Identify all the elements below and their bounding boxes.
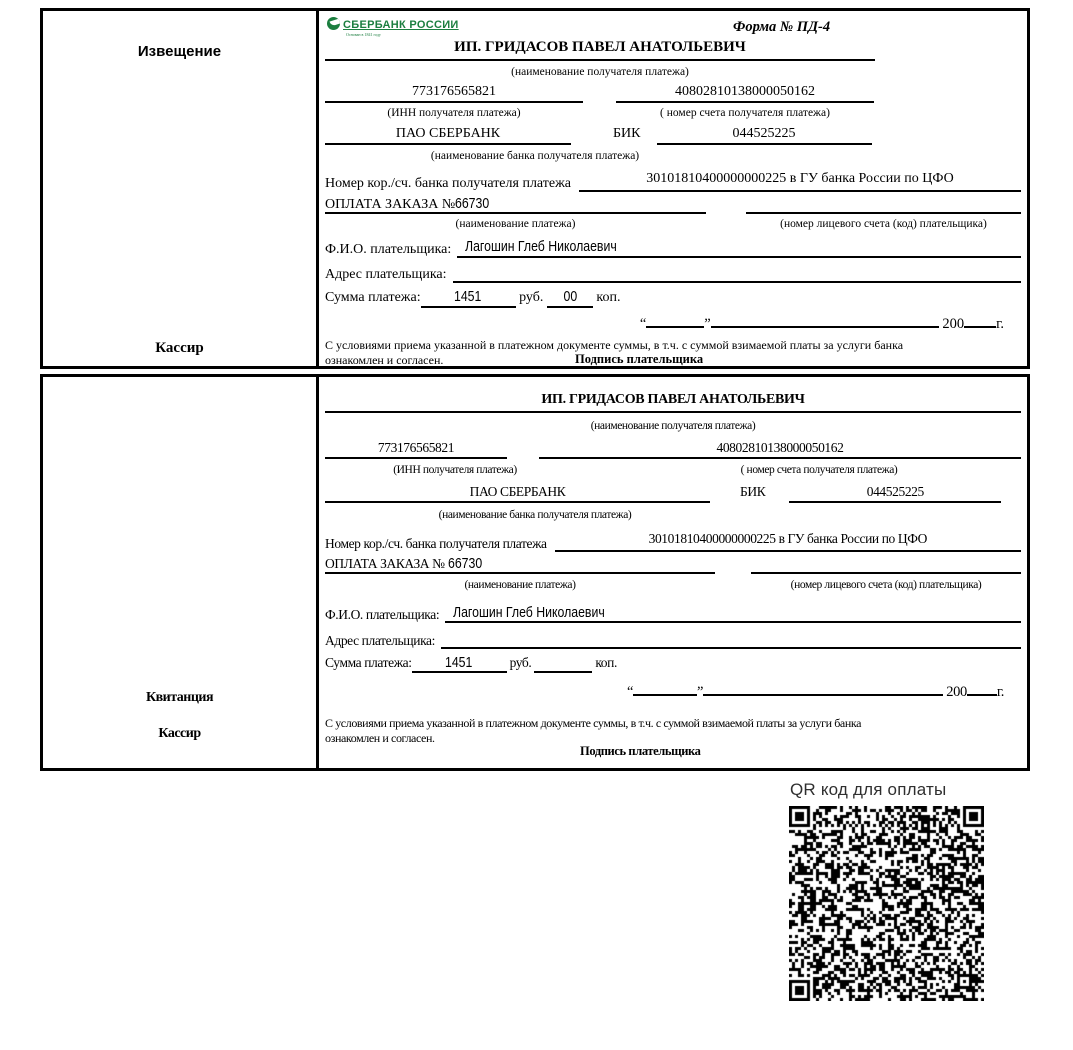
payment-sum-label: Сумма платежа: xyxy=(325,290,421,305)
date-year: 200 xyxy=(942,316,965,332)
receipt-section xyxy=(40,374,1030,771)
cashier-label: Кассир xyxy=(158,726,201,741)
sum-rub-line xyxy=(412,654,507,673)
personal-account-line xyxy=(746,195,1021,214)
notice-section xyxy=(40,8,1030,369)
agreement-line1: С условиями приема указанной в платежном документе суммы, в т.ч. с суммой взимаемой платы за услуги банка xyxy=(325,716,862,730)
sum-rub-value: 1451 xyxy=(445,654,473,671)
kop-label: коп. xyxy=(596,290,621,305)
sberbank-logo-icon xyxy=(327,17,340,30)
account-value: 40802810138000050162 xyxy=(539,440,1021,459)
sum-rub-value: 1451 xyxy=(454,288,482,305)
agreement-line2: ознакомлен и согласен. xyxy=(325,353,444,367)
corr-account-label: Номер кор./сч. банка получателя платежа xyxy=(325,536,547,551)
date-line xyxy=(325,680,1021,701)
receipt-stub-column xyxy=(43,377,319,768)
payer-address-label: Адрес плательщика: xyxy=(325,633,435,648)
inn-value: 773176565821 xyxy=(325,84,583,103)
payment-name-value xyxy=(325,195,706,214)
date-month-line xyxy=(711,312,939,328)
bik-value: 044525225 xyxy=(657,126,872,145)
corr-account-value: 30101810400000000225 в ГУ банка России по ЦФО xyxy=(555,531,1021,552)
payer-fio-value: Лагошин Глеб Николаевич xyxy=(453,604,605,621)
agreement-line2: ознакомлен и согласен. xyxy=(325,731,435,745)
bik-value: 044525225 xyxy=(789,484,1001,503)
payer-address-line xyxy=(453,281,1021,283)
sum-kop-line xyxy=(534,655,592,673)
rub-label: руб. xyxy=(519,290,544,305)
caption-personal-account: (номер лицевого счета (код) плательщика) xyxy=(780,218,987,230)
order-number: 66730 xyxy=(455,195,490,212)
receipt-stub-label: Квитанция xyxy=(145,690,214,705)
agreement-line1: С условиями приема указанной в платежном документе суммы, в т.ч. с суммой взимаемой платы за услуги банка xyxy=(325,338,904,352)
date-day-line xyxy=(633,680,697,696)
caption-bank-name: (наименование банка получателя платежа) xyxy=(438,509,632,521)
sum-rub-line xyxy=(421,288,516,308)
date-year-line xyxy=(964,312,996,328)
payer-fio-label: Ф.И.О. плательщика: xyxy=(325,607,440,622)
date-year-suffix: г. xyxy=(996,684,1004,700)
date-year-line xyxy=(967,680,997,696)
notice-form-body xyxy=(319,11,1027,366)
payment-name-prefix: ОПЛАТА ЗАКАЗА № xyxy=(325,556,445,571)
caption-account: ( номер счета получателя платежа) xyxy=(740,464,898,476)
bank-name-value: ПАО СБЕРБАНК xyxy=(325,126,571,145)
quote-open: “ xyxy=(626,684,634,700)
payer-fio-value: Лагошин Глеб Николаевич xyxy=(465,238,618,255)
qr-caption: QR код для оплаты xyxy=(790,780,947,799)
caption-account: ( номер счета получателя платежа) xyxy=(660,107,830,119)
rub-label: руб. xyxy=(509,655,532,670)
signature-label: Подпись плательщика xyxy=(580,744,701,759)
caption-inn: (ИНН получателя платежа) xyxy=(387,107,521,119)
quote-close: ” xyxy=(697,684,704,700)
notice-stub-column xyxy=(43,11,319,366)
signature-label: Подпись плательщика xyxy=(575,352,704,367)
caption-recipient-name: (наименование получателя платежа) xyxy=(511,66,689,78)
quote-open: “ xyxy=(639,316,647,332)
cashier-label: Кассир xyxy=(155,340,204,356)
caption-payment-name: (наименование платежа) xyxy=(464,579,576,591)
payment-name-value xyxy=(325,555,715,574)
payment-sum-label: Сумма платежа: xyxy=(325,655,412,670)
sum-kop-line xyxy=(547,288,593,308)
payment-name-prefix: ОПЛАТА ЗАКАЗА № xyxy=(325,197,456,212)
payer-fio-label: Ф.И.О. плательщика: xyxy=(325,242,452,257)
payer-address-label: Адрес плательщика: xyxy=(325,267,447,282)
date-day-line xyxy=(646,312,704,328)
agreement-text xyxy=(325,338,1021,368)
date-year: 200 xyxy=(946,684,967,700)
recipient-name: ИП. ГРИДАСОВ ПАВЕЛ АНАТОЛЬЕВИЧ xyxy=(325,39,875,61)
notice-header-row xyxy=(325,13,1021,39)
caption-payment-name: (наименование платежа) xyxy=(455,218,576,230)
date-month-line xyxy=(703,680,943,696)
qr-code xyxy=(789,806,984,1001)
caption-bank-name: (наименование банка получателя платежа) xyxy=(430,150,640,162)
kop-label: коп. xyxy=(595,655,617,670)
payer-address-line xyxy=(441,647,1021,649)
quote-close: ” xyxy=(704,316,711,332)
agreement-text xyxy=(325,716,1021,759)
sberbank-logo xyxy=(327,17,459,37)
sum-kop-value: 00 xyxy=(563,288,577,305)
bank-name-value: ПАО СБЕРБАНК xyxy=(325,484,710,503)
bik-label: БИК xyxy=(613,126,641,141)
payer-fio-line xyxy=(445,604,1021,623)
form-number-label: Форма № ПД-4 xyxy=(733,19,831,35)
caption-recipient-name: (наименование получателя платежа) xyxy=(590,420,756,432)
recipient-name: ИП. ГРИДАСОВ ПАВЕЛ АНАТОЛЬЕВИЧ xyxy=(325,392,1021,413)
personal-account-line xyxy=(751,555,1021,574)
date-line xyxy=(325,312,1021,333)
payer-fio-line xyxy=(457,238,1021,258)
corr-account-value: 30101810400000000225 в ГУ банка России по ЦФО xyxy=(579,171,1021,192)
account-value: 40802810138000050162 xyxy=(616,84,874,103)
caption-inn: (ИНН получателя платежа) xyxy=(393,464,517,476)
corr-account-label: Номер кор./сч. банка получателя платежа xyxy=(325,176,571,191)
sberbank-brand-text: СБЕРБАНК РОССИИ xyxy=(343,19,459,31)
sberbank-tagline: Основан в 1841 году xyxy=(346,32,381,37)
notice-stub-label: Извещение xyxy=(137,43,222,60)
bik-label: БИК xyxy=(740,484,766,499)
caption-personal-account: (номер лицевого счета (код) плательщика) xyxy=(790,579,982,591)
inn-value: 773176565821 xyxy=(325,440,507,459)
receipt-form-body xyxy=(319,377,1027,768)
date-year-suffix: г. xyxy=(996,316,1004,332)
order-number: 66730 xyxy=(447,555,482,572)
